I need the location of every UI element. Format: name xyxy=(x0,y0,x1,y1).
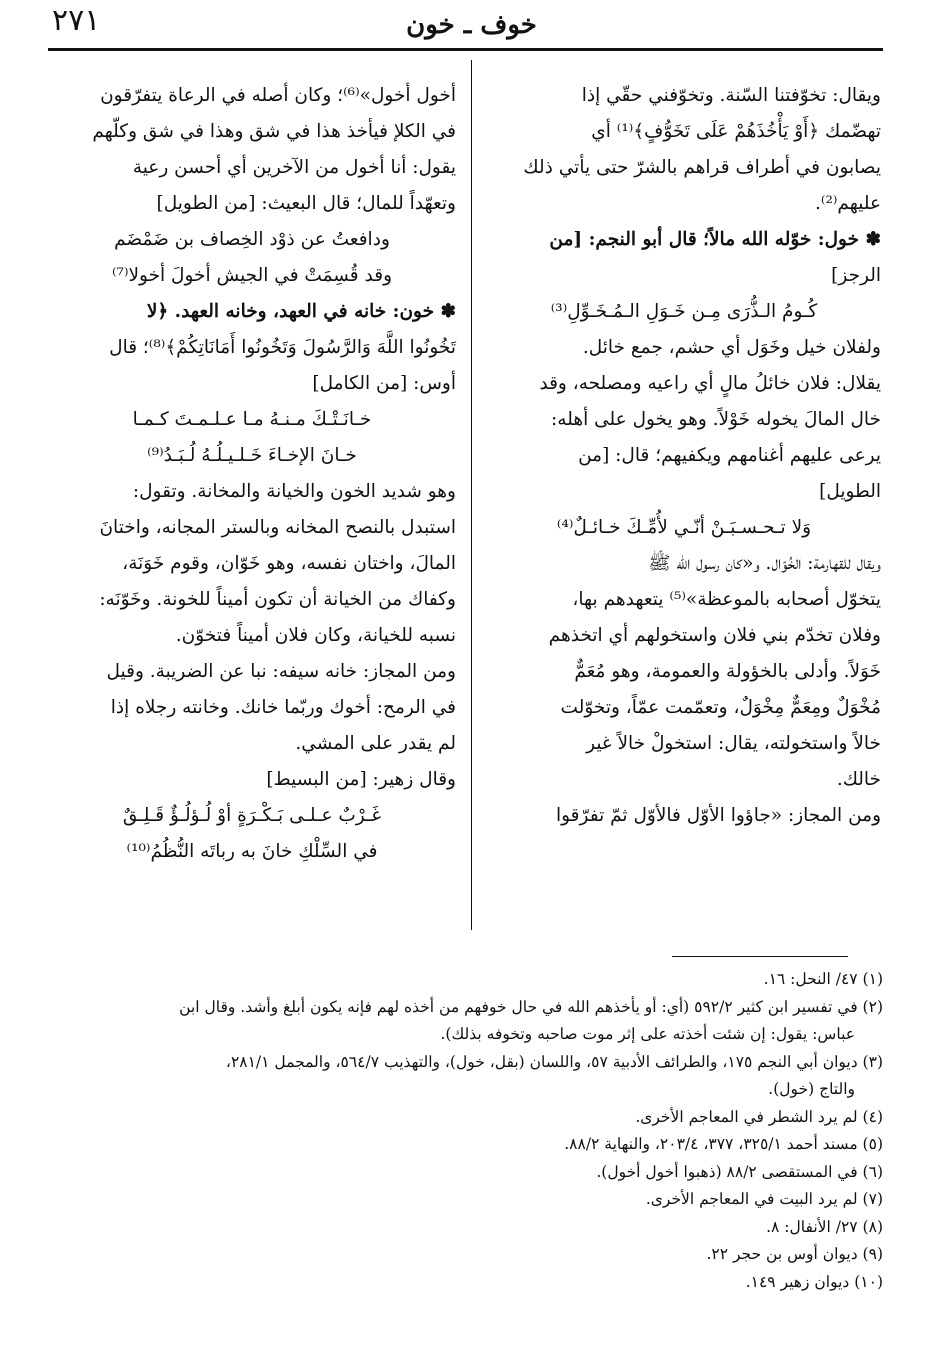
text-line: ولفلان خيل وخَوَل أي حشم، جمع خائل. xyxy=(582,337,881,358)
text-line: أوس: [من الكامل] xyxy=(312,373,456,394)
footnote: (٩) ديوان أوس بن حجر ٢٢. xyxy=(706,1245,883,1263)
text-line: عليهم⁽²⁾. xyxy=(815,193,881,214)
text-line: يقلال: فلان خائلُ مالٍ أي راعيه ومصلحه، وقد xyxy=(539,373,881,394)
text-line: الرجز] xyxy=(831,265,881,286)
text-line: مُخْوَلٌ ومِعَمٌّ مِخْوَلٌ، وتعمّمت عمّاً، وتخوّلت xyxy=(560,697,881,718)
text-line: في الرمح: أخوك وربّما خانك. وخانته رجلاه إذا xyxy=(110,697,456,718)
verse-line: وقد قُسِمَتْ في الجيش أخولَ أخولا⁽⁷⁾ xyxy=(111,265,393,286)
text-line: في الكلإ فيأخذ هذا في شق وهذا في شق وكلّهم xyxy=(92,121,456,142)
text-line: المالَ، واختان نفسه، وهو خَوّان، وقوم خَوَنَة، xyxy=(122,553,456,574)
verse-line: خـانَـتْـكَ مـنـهُ مـا عـلـمـتَ كـمـا xyxy=(132,409,372,430)
right-column xyxy=(487,78,881,834)
verse-line: في السِّلْكِ خانَ به رباتَه النُّظُمُ⁽¹⁰⁾ xyxy=(126,841,378,862)
text-line: ويقال للقهارمة: الخُوّال. و«كان رسول الله ﷺ xyxy=(648,553,881,574)
page-number: ٢٧١ xyxy=(52,3,101,38)
footnote: (٧) لم يرد البيت في المعاجم الأخرى. xyxy=(645,1190,883,1208)
text-line: خالاً واستخولته، يقال: استخولْ خالاً غير xyxy=(586,733,881,754)
footnote: (٨) ٢٧/ الأنفال: ٨. xyxy=(766,1217,883,1236)
text-line: خال المالَ يخوله خَوْلاً. وهو يخول على أهله: xyxy=(551,409,881,430)
text-line: تَخُونُوا اللَّهَ وَالرَّسُولَ وَتَخُونُوا أَمَانَاتِكُمْ﴾⁽⁸⁾؛ قال xyxy=(109,337,456,358)
footnote-continuation: والتاج (خول). xyxy=(768,1080,855,1098)
footnote: (٤) لم يرد الشطر في المعاجم الأخرى. xyxy=(635,1107,883,1126)
text-line: ويقال: تخوّفتنا السّنة. وتخوّفني حقّي إذا xyxy=(581,85,881,106)
text-line: خَوَلاً. وأدلى بالخؤولة والعمومة، وهو مُعَمٌّ xyxy=(574,661,881,682)
footnote: (٦) في المستقصى ٨٨/٢ (ذهبوا أخول أخول). xyxy=(596,1162,883,1181)
verse-line: غَـرْبٌ عـلـى بَـكْـرَةٍ أوْ لُـؤلُـؤٌ قَـلِـقٌ xyxy=(122,805,382,826)
text-line: وكفاك من الخيانة أن تكون أميناً للخونة. وخَوّنَه: xyxy=(99,589,456,610)
footnote-continuation: عباس: يقول: إن شئت أخذته على إثر موت صاحبه وتخوفه بذلك). xyxy=(440,1025,855,1043)
left-column xyxy=(48,78,456,870)
footnote: (١٠) ديوان زهير ١٤٩. xyxy=(745,1272,883,1291)
verse-line: خـانَ الإخـاءَ خَـلـيـلُـهُ لُـبَـدُ⁽⁹⁾ xyxy=(147,445,357,466)
footnote: (٢) في تفسير ابن كثير ٥٩٢/٢ (أي: أو يأخذهم الله في حال خوفهم من أخذه لهم فإنه يكون أبلغ وأشد. وقال ابن xyxy=(179,997,883,1016)
text-line: ومن المجاز: «جاؤوا الأوّل فالأوّل ثمّ تفرّقوا xyxy=(555,805,881,826)
footnote: (١) ٤٧/ النحل: ١٦. xyxy=(763,970,883,988)
text-line: يقول: أنا أخول من الآخرين أي أحسن رعية xyxy=(132,157,456,178)
text-line: لم يقدر على المشي. xyxy=(295,733,456,754)
footnote-rule xyxy=(672,956,848,957)
text-line: أخول أخول»⁽⁶⁾؛ وكان أصله في الرعاة يتفرّقون xyxy=(100,85,456,106)
column-divider xyxy=(471,60,472,930)
text-line: نسبه للخيانة، وكان فلان أميناً فتخوّن. xyxy=(175,625,456,646)
verse-line: ودافعتُ عن ذوْد الخِصاف بن ضَمْضَم xyxy=(114,229,390,250)
text-line: وهو شديد الخون والخيانة والمخانة. وتقول: xyxy=(132,481,456,502)
verse-line: وَلا تـحـسـبَـنْ أنّـي لأُمِّـكَ خـائـلٌ⁽⁴⁾ xyxy=(556,517,812,538)
text-line: يرعى عليهم أغنامهم ويكفيهم؛ قال: [من xyxy=(578,445,881,466)
entry-heading-khawl: ✽ خول: خوّله الله مالاً؛ قال أبو النجم: [من xyxy=(549,229,881,250)
text-line: ومن المجاز: خانه سيفه: نبا عن الضريبة. وقيل xyxy=(106,661,456,682)
header-rule xyxy=(48,48,883,51)
footnote: (٥) مسند أحمد ٣٢٥/١، ٣٧٧، ٢٠٣/٤، والنهاية ٨٨/٢. xyxy=(564,1135,883,1153)
running-title: خوف ـ خون xyxy=(406,10,537,40)
entry-heading-khawn: ✽ خون: خانه في العهد، وخانه العهد. ﴿لا xyxy=(146,301,456,322)
text-line: يتخوّل أصحابه بالموعظة»⁽⁵⁾ يتعهدهم بها، xyxy=(572,589,881,610)
text-line: تهضّمك ﴿أَوْ يَأْخُذَهُمْ عَلَى تَخَوُّفٍ﴾⁽¹⁾ أي xyxy=(591,121,881,142)
text-line: يصابون في أطراف قراهم بالشرّ حتى يأتي ذلك xyxy=(523,157,881,178)
text-line: وقال زهير: [من البسيط] xyxy=(266,769,456,790)
footnotes xyxy=(48,966,883,1296)
footnote: (٣) ديوان أبي النجم ١٧٥، والطرائف الأدبية ٥٧، واللسان (بقل، خول)، والتهذيب ٥٦٤/٧، والمجمل ٢٨١/١، xyxy=(225,1052,883,1071)
text-line: وتعهّداً للمال؛ قال البعيث: [من الطويل] xyxy=(156,193,456,214)
text-line: استبدل بالنصح المخانه وبالستر المجانه، واختانَ xyxy=(99,517,456,538)
text-line: وفلان تخدّم بني فلان واستخولهم أي اتخذهم xyxy=(548,625,881,646)
text-line: خالك. xyxy=(836,769,881,790)
text-line: الطويل] xyxy=(819,481,881,502)
verse-line: كُـومُ الـذُّرَى مِـن خَـوَلِ الـمُـخَـوِّلِ⁽³⁾ xyxy=(550,301,818,322)
